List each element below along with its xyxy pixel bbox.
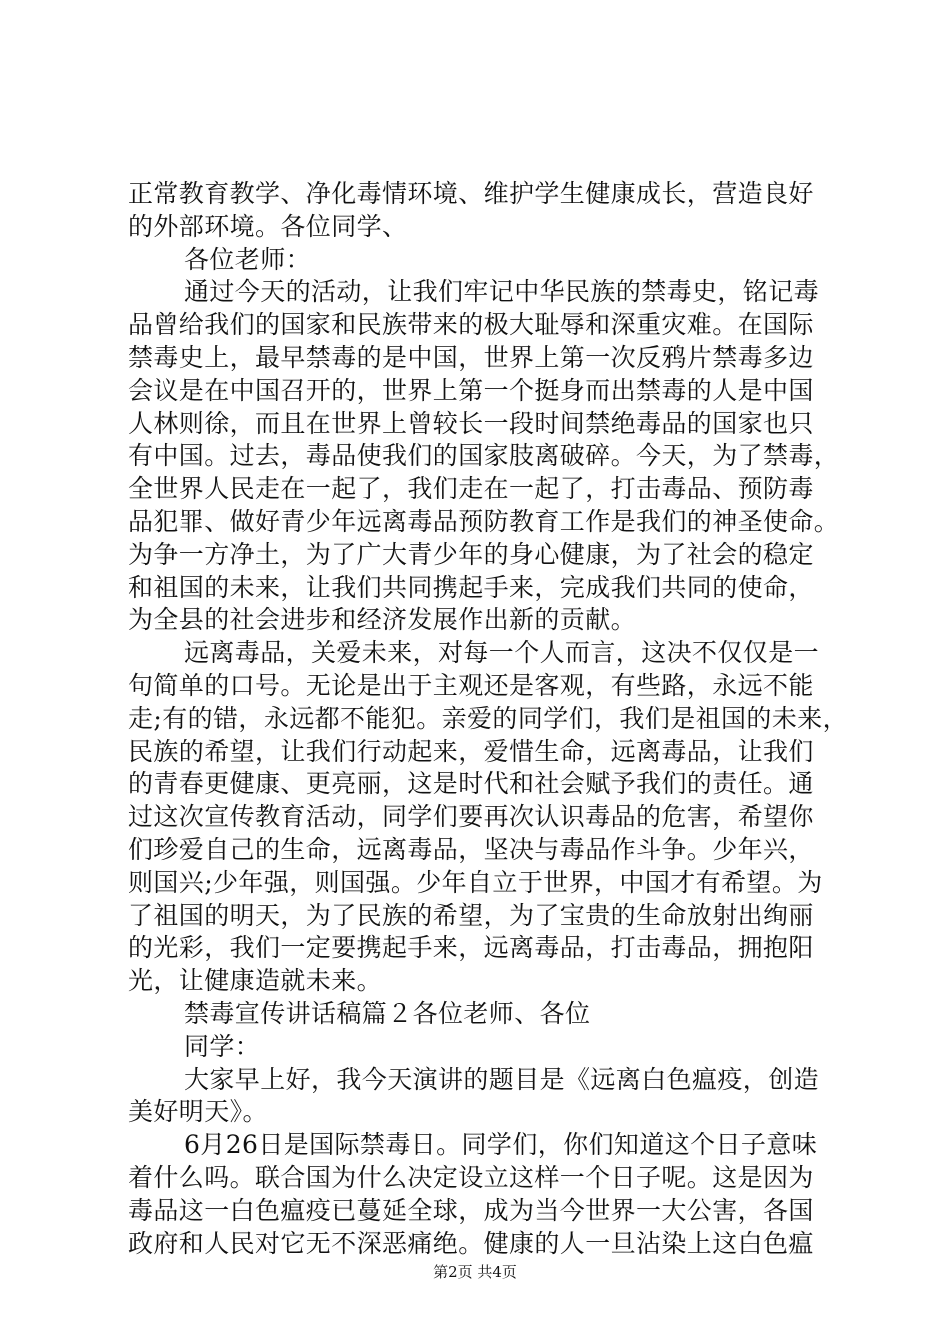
text-line: 人林则徐，而且在世界上曾较长一段时间禁绝毒品的国家也只 <box>128 408 814 438</box>
text-line: 同学： <box>184 1031 261 1061</box>
text-line: 会议是在中国召开的，世界上第一个挺身而出禁毒的人是中国 <box>128 375 814 405</box>
document-body <box>128 178 849 1260</box>
text-line: 品犯罪、做好青少年远离毒品预防教育工作是我们的神圣使命。 <box>128 506 840 536</box>
text-line: 们珍爱自己的生命，远离毒品，坚决与毒品作斗争。少年兴， <box>128 834 814 864</box>
text-line: 远离毒品，关爱未来，对每一个人而言，这决不仅仅是一 <box>184 638 820 668</box>
text-line: 句简单的口号。无论是出于主观还是客观，有些路，永远不能 <box>128 670 814 700</box>
text-line: 美好明天》。 <box>128 1097 268 1127</box>
text-line: 过这次宣传教育活动，同学们要再次认识毒品的危害，希望你 <box>128 802 814 832</box>
text-line: 为全县的社会进步和经济发展作出新的贡献。 <box>128 605 637 635</box>
text-line: 则国兴;少年强，则国强。少年自立于世界，中国才有希望。为 <box>128 867 823 897</box>
text-line: 着什么吗。联合国为什么决定设立这样一个日子呢。这是因为 <box>128 1162 814 1192</box>
text-line: 的外部环境。各位同学、 <box>128 211 408 241</box>
text-line: 民族的希望，让我们行动起来，爱惜生命，远离毒品，让我们 <box>128 736 814 766</box>
text-line: 正常教育教学、净化毒情环境、维护学生健康成长，营造良好 <box>128 179 814 208</box>
text-line: 光，让健康造就未来。 <box>128 966 383 996</box>
text-line: 的光彩，我们一定要携起手来，远离毒品，打击毒品，拥抱阳 <box>128 933 814 963</box>
text-line: 禁毒史上，最早禁毒的是中国，世界上第一次反鸦片禁毒多边 <box>128 342 814 372</box>
text-line: 和祖国的未来，让我们共同携起手来，完成我们共同的使命， <box>128 572 814 602</box>
text-line: 毒品这一白色瘟疫已蔓延全球，成为当今世界一大公害，各国 <box>128 1195 814 1225</box>
text-line: 各位老师： <box>184 244 312 274</box>
text-line: 走;有的错，永远都不能犯。亲爱的同学们，我们是祖国的未来， <box>128 703 849 733</box>
text-line: 品曾给我们的国家和民族带来的极大耻辱和深重灾难。在国际 <box>128 310 814 340</box>
text-line: 6月26日是国际禁毒日。同学们，你们知道这个日子意味 <box>184 1130 818 1160</box>
text-line: 大家早上好，我今天演讲的题目是《远离白色瘟疫，创造 <box>184 1064 820 1094</box>
text-line: 全世界人民走在一起了，我们走在一起了，打击毒品、预防毒 <box>128 474 814 504</box>
text-line: 了祖国的明天，为了民族的希望，为了宝贵的生命放射出绚丽 <box>128 900 814 930</box>
text-line: 的青春更健康、更亮丽，这是时代和社会赋予我们的责任。通 <box>128 769 814 799</box>
text-line: 禁毒宣传讲话稿篇２各位老师、各位 <box>184 998 591 1028</box>
text-line: 政府和人民对它无不深恶痛绝。健康的人一旦沾染上这白色瘟 <box>128 1228 814 1258</box>
page-footer: 第2页 共4页 <box>433 1263 517 1281</box>
text-line: 为争一方净土，为了广大青少年的身心健康，为了社会的稳定 <box>128 539 814 569</box>
text-line: 通过今天的活动，让我们牢记中华民族的禁毒史，铭记毒 <box>184 277 820 307</box>
text-line: 有中国。过去，毒品使我们的国家肢离破碎。今天，为了禁毒， <box>128 441 840 471</box>
